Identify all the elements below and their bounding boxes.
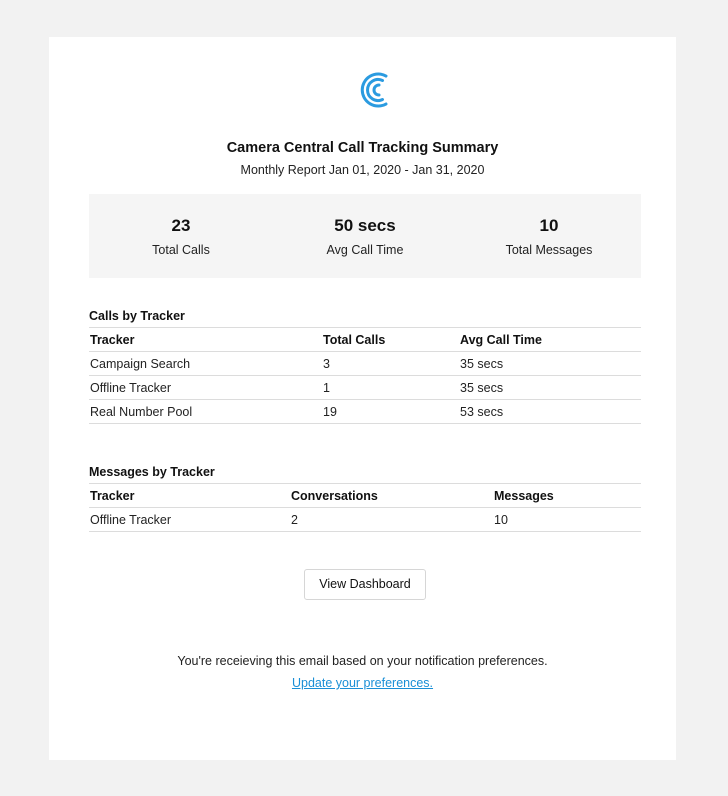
column-header: Tracker [89, 484, 290, 508]
messages-by-tracker-title: Messages by Tracker [89, 465, 215, 479]
view-dashboard-button[interactable]: View Dashboard [304, 569, 426, 600]
table-cell: 2 [290, 508, 493, 532]
table-cell: 53 secs [459, 400, 641, 424]
table-cell: Offline Tracker [89, 508, 290, 532]
column-header: Total Calls [322, 328, 459, 352]
stat-value: 50 secs [334, 216, 396, 235]
notification-notice: You're receieving this email based on your notification preferences. [177, 654, 548, 668]
table-cell: 35 secs [459, 352, 641, 376]
column-header: Conversations [290, 484, 493, 508]
stat-avg-call-time [273, 194, 457, 278]
table-cell: 19 [322, 400, 459, 424]
stat-value: 10 [539, 216, 559, 235]
stat-value: 23 [171, 216, 191, 235]
update-preferences-link[interactable]: Update your preferences. [291, 676, 434, 690]
report-period: Monthly Report Jan 01, 2020 - Jan 31, 2020 [240, 163, 485, 177]
email-card [49, 37, 676, 760]
report-title: Camera Central Call Tracking Summary [226, 140, 499, 156]
concentric-c-logo-icon [355, 69, 391, 111]
stat-total-calls [89, 194, 273, 278]
column-header: Tracker [89, 328, 322, 352]
stat-label: Total Messages [505, 243, 593, 257]
summary-stats [89, 194, 641, 278]
table-row [89, 508, 641, 532]
column-header: Messages [493, 484, 641, 508]
table-header-row [89, 484, 641, 508]
table-cell: 1 [322, 376, 459, 400]
stat-label: Avg Call Time [326, 243, 404, 257]
table-cell: 10 [493, 508, 641, 532]
table-cell: 35 secs [459, 376, 641, 400]
table-cell: Offline Tracker [89, 376, 322, 400]
calls-by-tracker-title: Calls by Tracker [89, 309, 185, 323]
messages-by-tracker-table [89, 483, 641, 532]
table-header-row [89, 328, 641, 352]
stat-label: Total Calls [152, 243, 210, 257]
table-row [89, 376, 641, 400]
stat-total-messages [457, 194, 641, 278]
calls-by-tracker-table [89, 327, 641, 424]
table-cell: Campaign Search [89, 352, 322, 376]
table-cell: 3 [322, 352, 459, 376]
table-cell: Real Number Pool [89, 400, 322, 424]
footer-link-wrapper [49, 676, 676, 690]
table-row [89, 400, 641, 424]
table-row [89, 352, 641, 376]
column-header: Avg Call Time [459, 328, 641, 352]
